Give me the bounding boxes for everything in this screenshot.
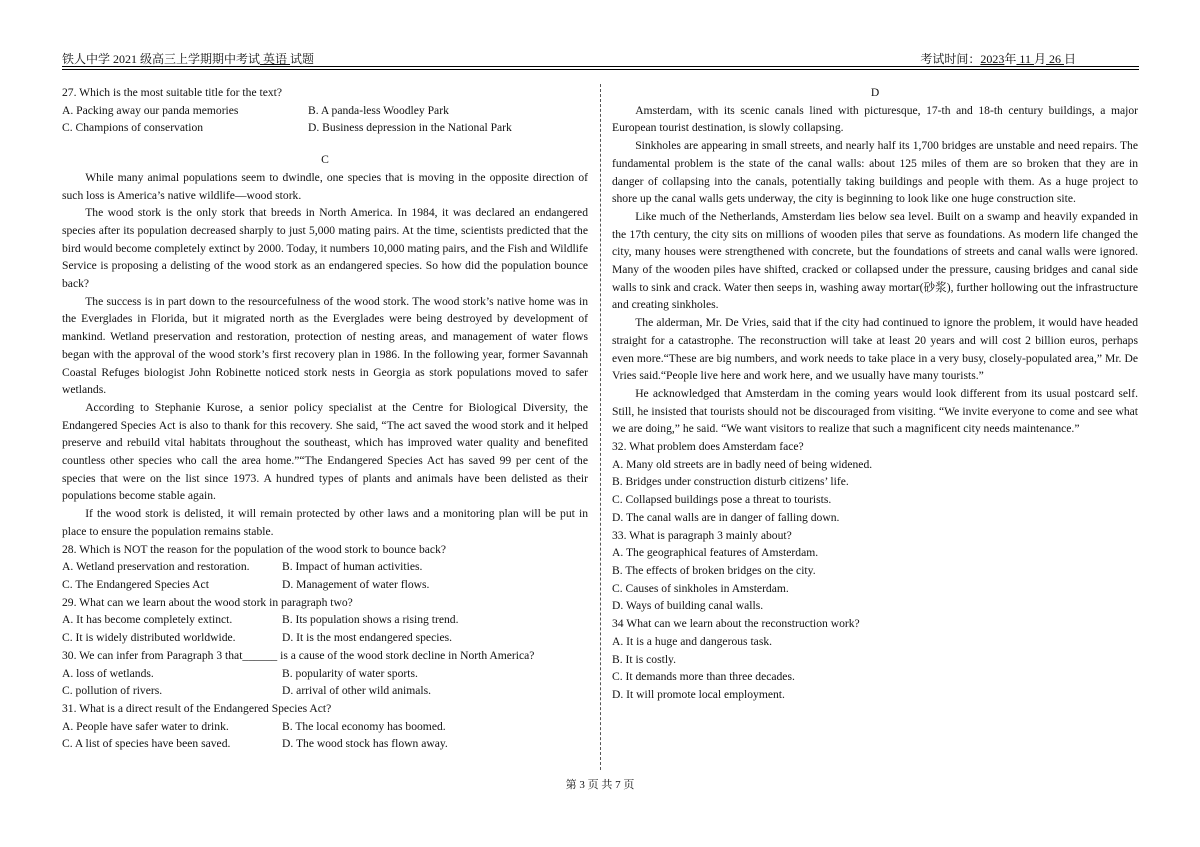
- left-column: [62, 84, 588, 753]
- q34-option-c: C. It demands more than three decades.: [612, 670, 795, 684]
- exam-year: 2023: [980, 52, 1005, 66]
- exam-subject: 英语: [260, 52, 291, 66]
- q27-option-c: C. Champions of conservation: [62, 121, 204, 135]
- q30-option-a: A. loss of wetlands.: [62, 666, 154, 680]
- q32-option-d: D. The canal walls are in danger of falling down.: [612, 510, 840, 524]
- q28-option-b: B. Impact of human activities.: [282, 560, 423, 574]
- q29-option-a: A. It has become completely extinct.: [62, 613, 233, 627]
- q27-options-row1: [62, 102, 588, 120]
- q33-option-d: D. Ways of building canal walls.: [612, 599, 764, 613]
- q30-option-c: C. pollution of rivers.: [62, 684, 163, 698]
- q30-option-d: D. arrival of other wild animals.: [282, 684, 432, 698]
- section-d-title: D: [870, 86, 880, 99]
- passage-d-paragraph: The alderman, Mr. De Vries, said that if the city had continued to ignore the problem, it would have headed straight for a catastrophe. The reconstruction will take at least 20 years and will cost 2 billion euros, perhaps even more.“These are big numbers, and work needs to take place in a very busy, closely-populated area,” Mr. De Vries said.“People live here and work here, and we usually have many tourists.”: [612, 316, 1138, 383]
- q31-option-d: D. The wood stock has flown away.: [282, 737, 448, 751]
- q33-option-a: A. The geographical features of Amsterdam.: [612, 546, 819, 560]
- month-label: 月: [1033, 52, 1046, 66]
- q28-options-row1: [62, 558, 588, 576]
- q27-option-d: D. Business depression in the National Park: [308, 121, 512, 135]
- q33-stem: 33. What is paragraph 3 mainly about?: [612, 528, 792, 542]
- q27-options-row2: [62, 119, 588, 137]
- q28-option-d: D. Management of water flows.: [282, 577, 430, 591]
- right-column: [612, 84, 1138, 704]
- passage-d-paragraph: Sinkholes are appearing in small streets, and nearly half its 1,700 bridges are unstable and need repairs. The fundamental problem is the state of the canal walls: about 125 miles of them are so broken that they are in danger of collapsing into the canals, potentially taking buildings and people with them. As a huge project to shore up the canal walls gets underway, the city is beginning to look like one huge construction site.: [612, 139, 1138, 206]
- passage-d-paragraph: Like much of the Netherlands, Amsterdam lies below sea level. Built on a swamp and heavily expanded in the 17th century, the city sits on millions of wooden piles that serve as foundations. As modern life changed the city, many houses were strengthened with concrete, but the foundations of streets and canal walls were ignored. Many of the wooden piles have shifted, cracked or collapsed under the pressure, causing bridges and canal side walls to sink and crack. Water then seeps in, washing away mortar(砂浆), further hollowing out the infrastructure and creating sinkholes.: [612, 209, 1138, 312]
- year-label: 年: [1004, 52, 1017, 66]
- exam-date: [920, 50, 1076, 67]
- q29-option-b: B. Its population shows a rising trend.: [282, 613, 459, 627]
- column-divider: [600, 84, 601, 770]
- exam-month: 11: [1016, 52, 1034, 66]
- page-header: [62, 50, 1138, 66]
- q29-options-row1: [62, 611, 588, 629]
- q27-option-a: A. Packing away our panda memories: [62, 103, 239, 117]
- q33-option-b: B. The effects of broken bridges on the city.: [612, 563, 816, 577]
- exam-day: 26: [1045, 52, 1064, 66]
- q34-option-a: A. It is a huge and dangerous task.: [612, 634, 773, 648]
- q31-option-c: C. A list of species have been saved.: [62, 737, 231, 751]
- q31-option-a: A. People have safer water to drink.: [62, 719, 229, 733]
- passage-c-paragraph: According to Stephanie Kurose, a senior policy specialist at the Centre for Biological Diversity, the Endangered Species Act is also to thank for this recovery. She said, “The act saved the wood stork and it helped preserve and rebuild vital habitats throughout the southeast, which has improved water quality and benefited countless other species who call the area home.”“The Endangered Species Act has saved 99 per cent of the species that were on the list since 1973. A hundred types of plants and animals have been delisted as their populations become stable again.: [62, 400, 588, 503]
- q34-option-b: B. It is costly.: [612, 652, 676, 666]
- passage-d-paragraph: Amsterdam, with its scenic canals lined with picturesque, 17-th and 18-th century buildings, a major European tourist destination, is slowly collapsing.: [612, 103, 1138, 135]
- q27-stem: 27. Which is the most suitable title for the text?: [62, 86, 283, 99]
- q34-option-d: D. It will promote local employment.: [612, 687, 785, 701]
- passage-c-paragraph: The success is in part down to the resourcefulness of the wood stork. The wood stork’s native home was in the Everglades in Florida, but it migrated north as the Everglades were being destroyed by development of mankind. Wetland preservation and restoration, protection of nesting areas, and management of water flows began with the approval of the wood stork’s first recovery plan in 1986. In the following year, former Savannah Coastal Refuges biologist John Robinette noticed stork nests in Georgia as stork populations moved to safer wetlands.: [62, 294, 588, 397]
- exam-title: [62, 50, 314, 67]
- q30-option-b: B. popularity of water sports.: [282, 666, 418, 680]
- passage-d-paragraph: He acknowledged that Amsterdam in the coming years would look different from its usual postcard self. Still, he insisted that tourists should not be discouraged from visiting. “We invite everyone to come and see what we are doing,” he said. “We want visitors to realize that such a magnificent city needs maintenance.”: [612, 386, 1138, 436]
- passage-c-paragraph: The wood stork is the only stork that breeds in North America. In 1984, it was declared an endangered species after its population decreased sharply to just 5,000 mating pairs. At the time, scientists predicted that the bird would become completely extinct by 2000. Today, it numbers 10,000 mating pairs, and the Fish and Wildlife Service is proposing a delisting of the wood stork as an endangered species. So how did the population bounce back?: [62, 206, 588, 291]
- q34-stem: 34 What can we learn about the reconstruction work?: [612, 617, 860, 631]
- q27-option-b: B. A panda-less Woodley Park: [308, 103, 449, 117]
- header-rule-thin: [62, 69, 1139, 70]
- q32-stem: 32. What problem does Amsterdam face?: [612, 440, 804, 454]
- q28-option-c: C. The Endangered Species Act: [62, 577, 209, 591]
- passage-c-paragraph: While many animal populations seem to dwindle, one species that is moving in the opposite direction of such loss is America’s native wildlife—wood stork.: [62, 170, 588, 202]
- header-rule-thick: [62, 66, 1139, 67]
- exam-title-suffix: 试题: [290, 52, 315, 66]
- q28-options-row2: [62, 576, 588, 594]
- q28-option-a: A. Wetland preservation and restoration.: [62, 560, 250, 574]
- page-number: 第 3 页 共 7 页: [565, 779, 635, 791]
- q32-option-a: A. Many old streets are in badly need of being widened.: [612, 457, 873, 471]
- q33-option-c: C. Causes of sinkholes in Amsterdam.: [612, 581, 789, 595]
- q29-options-row2: [62, 629, 588, 647]
- q28-stem: 28. Which is NOT the reason for the population of the wood stork to bounce back?: [62, 542, 447, 556]
- q30-stem: 30. We can infer from Paragraph 3 that______ is a cause of the wood stork decline in North America?: [62, 648, 535, 662]
- exam-title-prefix: 铁人中学 2021 级高三上学期期中考试: [62, 52, 261, 66]
- q29-stem: 29. What can we learn about the wood stork in paragraph two?: [62, 595, 353, 609]
- day-label: 日: [1063, 52, 1076, 66]
- q29-option-c: C. It is widely distributed worldwide.: [62, 631, 236, 645]
- q32-option-c: C. Collapsed buildings pose a threat to tourists.: [612, 493, 832, 507]
- section-c-title: C: [321, 153, 329, 167]
- q30-options-row2: [62, 682, 588, 700]
- q31-stem: 31. What is a direct result of the Endangered Species Act?: [62, 701, 332, 715]
- q30-options-row1: [62, 665, 588, 683]
- q31-option-b: B. The local economy has boomed.: [282, 719, 446, 733]
- q29-option-d: D. It is the most endangered species.: [282, 631, 452, 645]
- q31-options-row2: [62, 735, 588, 753]
- passage-c-paragraph: If the wood stork is delisted, it will remain protected by other laws and a monitoring plan will be put in place to ensure the population remains stable.: [62, 507, 588, 538]
- q32-option-b: B. Bridges under construction disturb citizens’ life.: [612, 475, 849, 489]
- exam-date-label: 考试时间：: [920, 52, 981, 66]
- q31-options-row1: [62, 718, 588, 736]
